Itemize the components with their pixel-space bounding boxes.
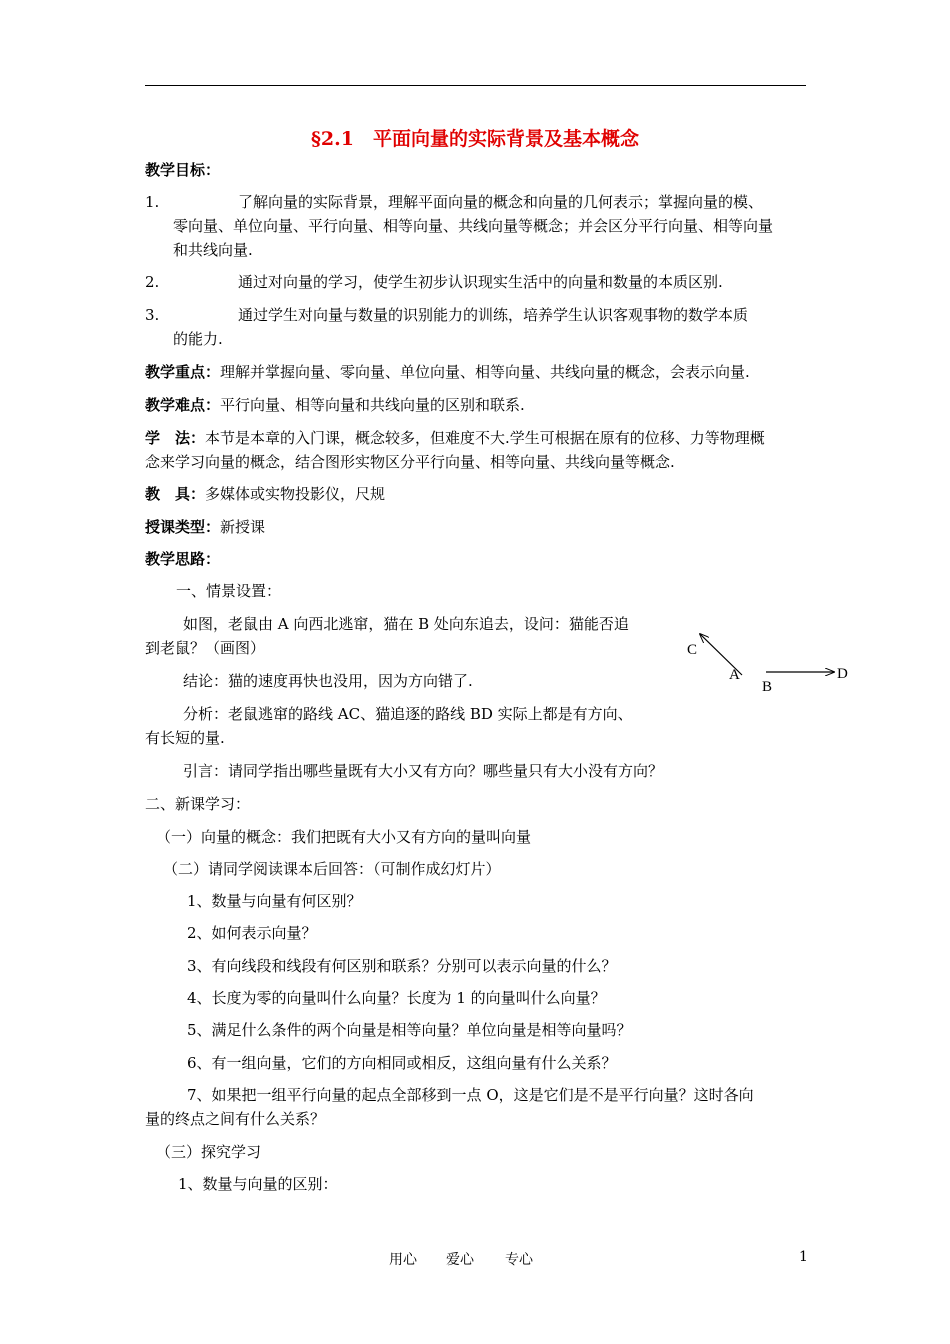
explore-item-1: 1、数量与向量的区别：: [178, 1175, 338, 1193]
label-d: D: [837, 666, 848, 682]
page-title: §2.1 平面向量的实际背景及基本概念: [311, 128, 639, 150]
goal-2-num: 2.: [145, 273, 160, 291]
question-7-line-2: 量的终点之间有什么关系？: [145, 1110, 326, 1128]
vector-figure: [680, 628, 860, 698]
goal-1-num: 1.: [145, 193, 160, 211]
page-number: 1: [799, 1249, 808, 1265]
question-1: 1、数量与向量有何区别？: [187, 892, 362, 910]
scene-intro: 引言：请同学指出哪些量既有大小又有方向？哪些量只有大小没有方向？: [183, 762, 664, 780]
goal-1-line-1: 了解向量的实际背景，理解平面向量的概念和向量的几何表示；掌握向量的模、: [238, 193, 764, 211]
scene-p1-line-2: 到老鼠？（画图）: [145, 639, 266, 657]
scene-p1-line-1: 如图，老鼠由 A 向西北逃窜，猫在 B 处向东追去，设问：猫能否追: [183, 615, 629, 633]
footer-left: 用心: [389, 1252, 417, 1268]
approach-label: 教学思路：: [145, 550, 221, 568]
key-points: 教学重点：理解并掌握向量、零向量、单位向量、相等向量、共线向量的概念，会表示向量.: [145, 363, 750, 381]
scene-conclusion: 结论：猫的速度再快也没用，因为方向错了.: [183, 672, 473, 690]
reading-prompt: （二）请同学阅读课本后回答：（可制作成幻灯片）: [163, 860, 501, 878]
question-7-line-1: 7、如果把一组平行向量的起点全部移到一点 O，这是它们是不是平行向量？这时各向: [187, 1086, 754, 1104]
new-lesson-heading: 二、新课学习：: [145, 795, 251, 813]
difficulties: 教学难点：平行向量、相等向量和共线向量的区别和联系.: [145, 396, 525, 414]
goal-2-line-1: 通过对向量的学习，使学生初步认识现实生活中的向量和数量的本质区别.: [238, 273, 723, 291]
question-2: 2、如何表示向量？: [187, 924, 317, 942]
goals-label: 教学目标：: [145, 161, 221, 179]
goal-3-line-2: 的能力.: [173, 330, 223, 348]
lesson-type: 授课类型：新授课: [145, 518, 266, 536]
scene-heading: 一、情景设置：: [176, 582, 282, 600]
footer-mid: 爱心: [446, 1252, 474, 1268]
label-c: C: [687, 642, 698, 658]
question-3: 3、有向线段和线段有何区别和联系？分别可以表示向量的什么？: [187, 957, 617, 975]
label-b: B: [762, 679, 773, 695]
footer-right: 专心: [505, 1252, 533, 1268]
scene-analysis-line-2: 有长短的量.: [145, 729, 225, 747]
question-5: 5、满足什么条件的两个向量是相等向量？单位向量是相等向量吗？: [187, 1021, 632, 1039]
goal-3-line-1: 通过学生对向量与数量的识别能力的训练，培养学生认识客观事物的数学本质: [238, 306, 749, 324]
method-line-2: 念来学习向量的概念，结合图形实物区分平行向量、相等向量、共线向量等概念.: [145, 453, 675, 471]
question-6: 6、有一组向量，它们的方向相同或相反，这组向量有什么关系？: [187, 1054, 617, 1072]
tools: 教 具：多媒体或实物投影仪，尺规: [145, 485, 386, 503]
header-rule: [145, 85, 806, 86]
vector-concept: （一）向量的概念：我们把既有大小又有方向的量叫向量: [156, 828, 532, 846]
explore-heading: （三）探究学习: [156, 1143, 262, 1161]
label-a: A: [729, 667, 740, 683]
method-line-1: 学 法：本节是本章的入门课，概念较多，但难度不大.学生可根据在原有的位移、力等物理概: [145, 429, 765, 447]
goal-1-line-2: 零向量、单位向量、平行向量、相等向量、共线向量等概念；并会区分平行向量、相等向量: [173, 217, 774, 235]
scene-analysis-line-1: 分析：老鼠逃窜的路线 AC、猫追逐的路线 BD 实际上都是有方向、: [183, 705, 633, 723]
goal-1-line-3: 和共线向量.: [173, 241, 253, 259]
goal-3-num: 3.: [145, 306, 160, 324]
question-4: 4、长度为零的向量叫什么向量？长度为 1 的向量叫什么向量？: [187, 989, 606, 1007]
